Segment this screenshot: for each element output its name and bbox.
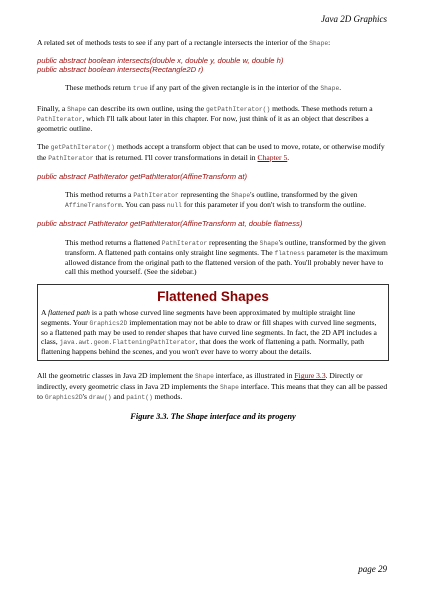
running-header: Java 2D Graphics bbox=[321, 14, 387, 24]
paragraph-transform: The getPathIterator() methods accept a transform object that can be used to move, rotate, or otherwise modify the PathIterator that is returned. I'll cover transformations in detail in Chapter 5. bbox=[37, 142, 385, 162]
code-pathiterator: PathIterator bbox=[161, 239, 208, 247]
code-paint: paint() bbox=[126, 393, 153, 401]
sidebar-title: Flattened Shapes bbox=[157, 289, 269, 305]
code-graphics2d: Graphics2D bbox=[89, 319, 128, 327]
method-description-getpathiterator: This method returns a PathIterator representing the Shape's outline, transformed by the given AffineTransform. You can pass null for this parameter if you don't wish to transform the outline. bbox=[65, 190, 366, 210]
term-flattened-path: flattened path bbox=[47, 308, 90, 318]
chapter-5-link[interactable]: Chapter 5 bbox=[257, 152, 288, 162]
code-shape: Shape bbox=[194, 373, 214, 381]
code-shape: Shape bbox=[219, 383, 239, 391]
code-getpathiterator: getPathIterator() bbox=[206, 105, 271, 113]
flattened-shapes-sidebar bbox=[37, 284, 389, 361]
code-getpathiterator: getPathIterator() bbox=[50, 144, 115, 152]
method-description-getpathiterator-flatness: This method returns a flattened PathIterator representing the Shape's outline, transformed by the given transform. A flattened path contains only straight line segments. The flatness parameter is the maximum allowed distance from the original path to the flattened version of the path. You'll probably never have to call this method yourself. (See the sidebar.) bbox=[65, 237, 388, 277]
method-signature-getpathiterator: public abstract PathIterator getPathIterator(AffineTransform at) bbox=[37, 171, 248, 181]
code-affinetransform: AffineTransform bbox=[65, 202, 122, 210]
code-flatness: flatness bbox=[274, 249, 305, 257]
paragraph-geometric-classes: All the geometric classes in Java 2D implement the Shape interface, as illustrated in Figure 3.3. Directly or indirectly, every geometric class in Java 2D implements the Shape interface. This means that they can all be passed to Graphics2D's draw() and paint() methods. bbox=[37, 371, 388, 401]
code-null: null bbox=[166, 202, 182, 210]
page-content bbox=[37, 38, 389, 421]
paragraph-intersects-intro: A related set of methods tests to see if any part of a rectangle intersects the interior of the Shape: bbox=[37, 38, 331, 47]
code-true: true bbox=[132, 84, 148, 92]
code-flatteningpathiterator: java.awt.geom.FlatteningPathIterator bbox=[59, 339, 196, 347]
code-pathiterator: PathIterator bbox=[37, 116, 83, 124]
code-shape: Shape bbox=[67, 105, 86, 113]
code-shape: Shape bbox=[320, 84, 340, 92]
code-pathiterator: PathIterator bbox=[48, 154, 94, 162]
figure-3-3-link[interactable]: Figure 3.3 bbox=[294, 371, 326, 381]
method-signature-intersects-double: public abstract boolean intersects(double x, double y, double w, double h) bbox=[37, 56, 284, 66]
code-shape: Shape bbox=[259, 239, 279, 247]
code-draw: draw() bbox=[88, 393, 112, 401]
page-number: page 29 bbox=[358, 564, 387, 574]
paragraph-outline: Finally, a Shape can describe its own outline, using the getPathIterator() methods. These methods return a PathIterator, which I'll talk about later in this chapter. For now, just think of it as an object that describes a geometric outline. bbox=[37, 103, 373, 134]
method-signature-intersects-rect: public abstract boolean intersects(Rectangle2D r) bbox=[37, 65, 204, 75]
code-shape: Shape bbox=[309, 40, 329, 47]
code-shape: Shape bbox=[231, 192, 251, 200]
code-pathiterator: PathIterator bbox=[133, 192, 179, 200]
sidebar-body: A flattened path is a path whose curved line segments have been approximated by multiple straight line segments. Your Graphics2D implementation may not be able to draw or fill shapes with curved line segments, so a flattened path may be used to render shapes that have curved line segments. In fact, the 2D API includes a class, java.awt.geom.FlatteningPathIterator, that does the work of flattening a path. Normally, path flattening happens behind the scenes, and you won't ever have to worry about the details. bbox=[41, 308, 377, 357]
figure-caption: Figure 3.3. The Shape interface and its progeny bbox=[130, 412, 296, 422]
method-description-intersects: These methods return true if any part of the given rectangle is in the interior of the Shape. bbox=[65, 82, 342, 92]
code-graphics2d: Graphics2D bbox=[44, 393, 83, 401]
method-signature-getpathiterator-flatness: public abstract PathIterator getPathIterator(AffineTransform at, double flatness) bbox=[37, 219, 303, 229]
